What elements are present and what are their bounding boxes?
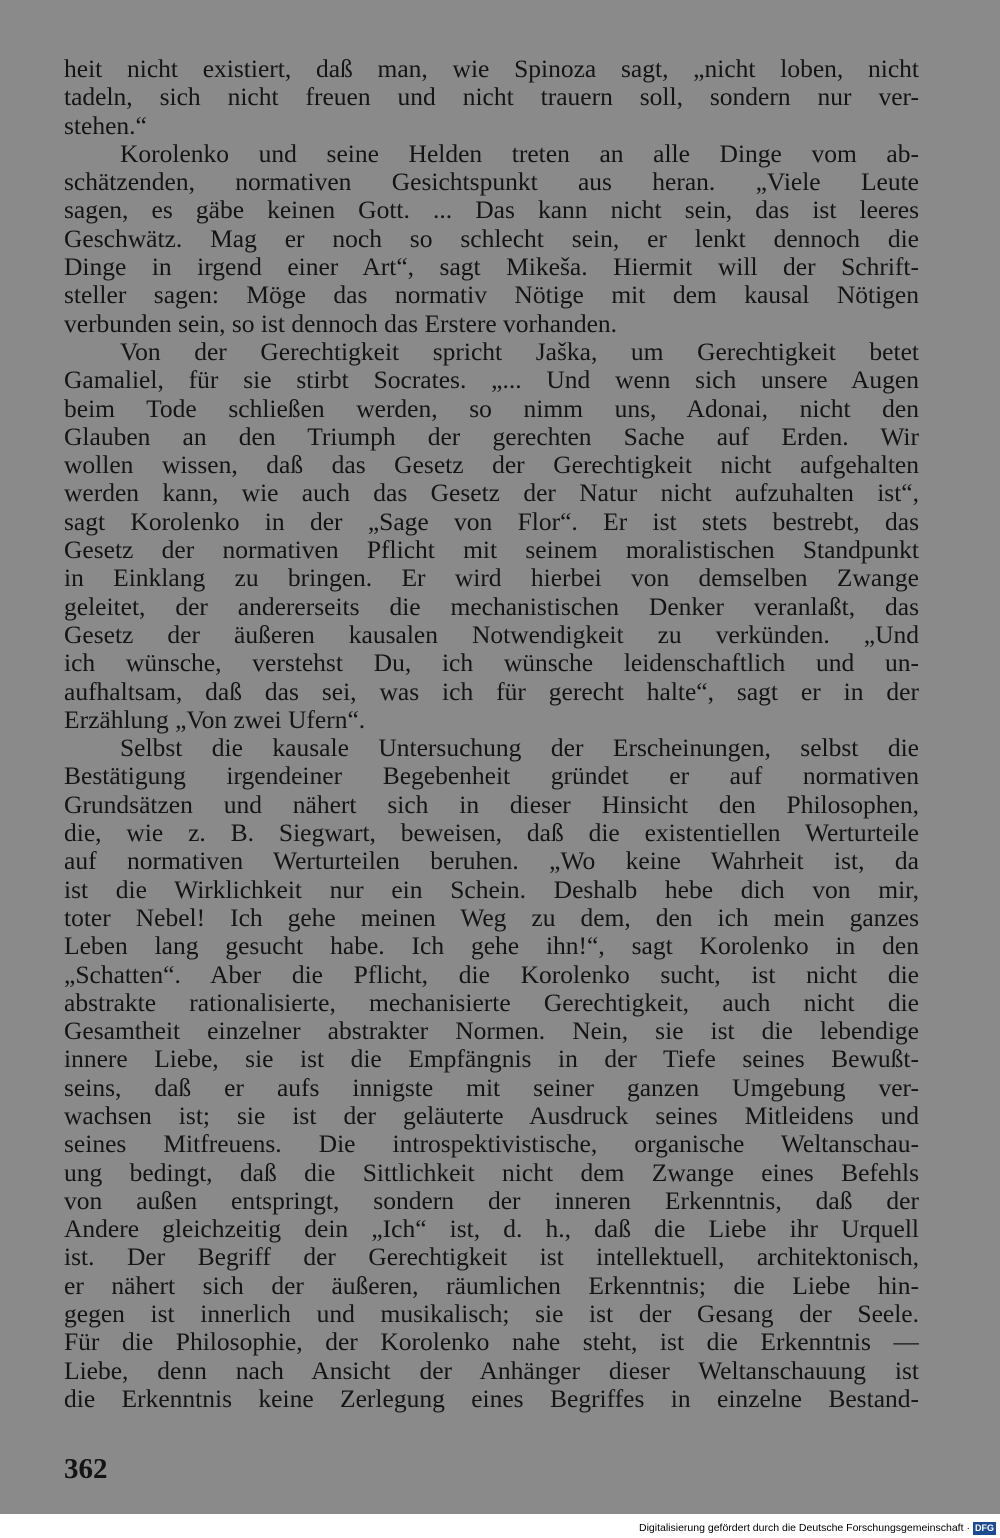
dfg-logo-icon: DFG bbox=[975, 1522, 994, 1533]
text-line: ich wünsche, verstehst Du, ich wünsche leidenschaftlich und un- bbox=[64, 649, 919, 678]
text-line: Bestätigung irgendeiner Begebenheit gründet er auf normativen bbox=[64, 762, 919, 791]
text-line: gegen ist innerlich und musikalisch; sie ist der Gesang der Seele. bbox=[64, 1300, 919, 1329]
text-line: seines Mitfreuens. Die introspektivistische, organische Weltanschau- bbox=[64, 1130, 919, 1159]
text-line: verbunden sein, so ist dennoch das Erstere vorhanden. bbox=[64, 309, 618, 338]
text-line: ist. Der Begriff der Gerechtigkeit ist intellektuell, architektonisch, bbox=[64, 1243, 919, 1272]
text-line: seins, daß er aufs innigste mit seiner ganzen Umgebung ver- bbox=[64, 1073, 919, 1102]
footer-credit-text: Digitalisierung gefördert durch die Deutsche Forschungsgemeinschaft bbox=[638, 1522, 964, 1534]
text-line: steller sagen: Möge das normativ Nötige mit dem kausal Nötigen bbox=[64, 281, 919, 310]
text-line: heit nicht existiert, daß man, wie Spinoza sagt, „nicht loben, nicht bbox=[64, 55, 919, 83]
text-line: beim Tode schließen werden, so nimm uns, Adonai, nicht den bbox=[64, 394, 919, 423]
text-line: Gesetz der normativen Pflicht mit seinem moralistischen Standpunkt bbox=[64, 536, 919, 565]
text-line: stehen.“ bbox=[64, 111, 147, 140]
text-line: schätzenden, normativen Gesichtspunkt aus heran. „Viele Leute bbox=[64, 168, 919, 197]
text-line: die Erkenntnis keine Zerlegung eines Begriffes in einzelne Bestand- bbox=[64, 1384, 919, 1413]
text-line: ist die Wirklichkeit nur ein Schein. Deshalb hebe dich von mir, bbox=[64, 875, 919, 904]
text-line: Gesamtheit einzelner abstrakter Normen. Nein, sie ist die lebendige bbox=[64, 1017, 919, 1046]
page-number: 362 bbox=[64, 1453, 108, 1485]
text-line: innere Liebe, sie ist die Empfängnis in der Tiefe seines Bewußt- bbox=[64, 1045, 919, 1074]
text-line: aufhaltsam, daß das sei, was ich für gerecht halte“, sagt er in der bbox=[64, 677, 919, 706]
text-line: Von der Gerechtigkeit spricht Jaška, um Gerechtigkeit betet bbox=[120, 337, 919, 366]
text-line: Liebe, denn nach Ansicht der Anhänger dieser Weltanschauung ist bbox=[64, 1356, 919, 1385]
text-line: Leben lang gesucht habe. Ich gehe ihn!“, sagt Korolenko in den bbox=[64, 932, 919, 961]
text-line: Gesetz der äußeren kausalen Notwendigkeit zu verkünden. „Und bbox=[64, 620, 919, 649]
text-line: Korolenko und seine Helden treten an alle Dinge vom ab- bbox=[120, 139, 919, 168]
text-line: geleitet, der andererseits die mechanistischen Denker veranlaßt, das bbox=[64, 592, 919, 621]
text-line: abstrakte rationalisierte, mechanisierte Gerechtigkeit, auch nicht die bbox=[64, 988, 919, 1017]
body-text bbox=[64, 55, 919, 1413]
text-line: „Schatten“. Aber die Pflicht, die Korolenko sucht, ist nicht die bbox=[64, 960, 919, 989]
text-line: Glauben an den Triumph der gerechten Sache auf Erden. Wir bbox=[64, 422, 919, 451]
text-line: toter Nebel! Ich gehe meinen Weg zu dem, den ich mein ganzes bbox=[64, 903, 919, 932]
text-line: Erzählung „Von zwei Ufern“. bbox=[64, 705, 366, 734]
text-line: ung bedingt, daß die Sittlichkeit nicht dem Zwange eines Befehls bbox=[64, 1158, 919, 1187]
text-line: tadeln, sich nicht freuen und nicht trauern soll, sondern nur ver- bbox=[64, 83, 919, 112]
text-line: Dinge in irgend einer Art“, sagt Mikeša. Hiermit will der Schrift- bbox=[64, 253, 919, 282]
digitization-footer bbox=[639, 1521, 996, 1535]
text-line: Grundsätzen und nähert sich in dieser Hinsicht den Philosophen, bbox=[64, 790, 919, 819]
text-line: Für die Philosophie, der Korolenko nahe steht, ist die Erkenntnis — bbox=[64, 1328, 919, 1357]
text-line: Andere gleichzeitig dein „Ich“ ist, d. h., daß die Liebe ihr Urquell bbox=[64, 1215, 919, 1244]
text-line: wollen wissen, daß das Gesetz der Gerechtigkeit nicht aufgehalten bbox=[64, 451, 919, 480]
text-line: sagen, es gäbe keinen Gott. ... Das kann nicht sein, das ist leeres bbox=[64, 196, 919, 225]
text-line: Selbst die kausale Untersuchung der Erscheinungen, selbst die bbox=[120, 734, 919, 763]
text-line: wachsen ist; sie ist der geläuterte Ausdruck seines Mitleidens und bbox=[64, 1101, 919, 1130]
footer-separator: · bbox=[966, 1522, 970, 1534]
text-line: sagt Korolenko in der „Sage von Flor“. Er ist stets bestrebt, das bbox=[64, 507, 919, 536]
text-line: die, wie z. B. Siegwart, beweisen, daß die existentiellen Werturteile bbox=[64, 819, 919, 848]
text-line: in Einklang zu bringen. Er wird hierbei von demselben Zwange bbox=[64, 564, 919, 593]
text-line: Geschwätz. Mag er noch so schlecht sein, er lenkt dennoch die bbox=[64, 224, 919, 253]
text-line: er nähert sich der äußeren, räumlichen Erkenntnis; die Liebe hin- bbox=[64, 1271, 919, 1300]
text-line: auf normativen Werturteilen beruhen. „Wo keine Wahrheit ist, da bbox=[64, 847, 919, 876]
text-line: von außen entspringt, sondern der inneren Erkenntnis, daß der bbox=[64, 1186, 919, 1215]
text-line: werden kann, wie auch das Gesetz der Natur nicht aufzuhalten ist“, bbox=[64, 479, 919, 508]
text-line: Gamaliel, für sie stirbt Socrates. „... Und wenn sich unsere Augen bbox=[64, 366, 919, 395]
